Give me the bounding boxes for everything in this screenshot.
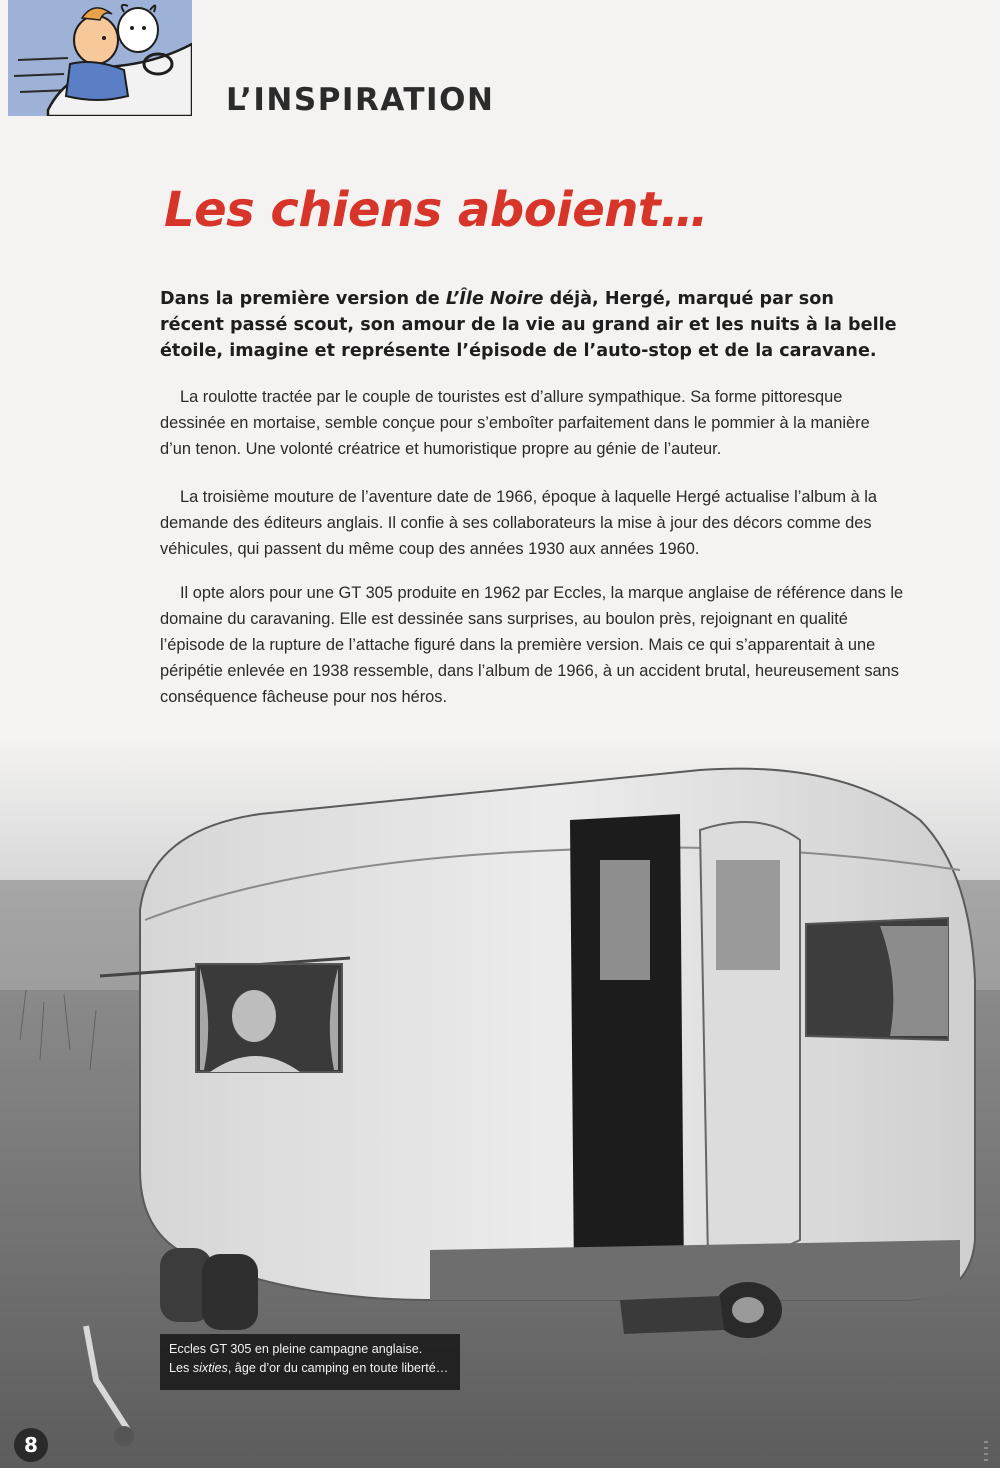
body-paragraph-text: Il opte alors pour une GT 305 produite en 1962 par Eccles, la marque anglaise de référence dans le domaine du caravaning. Elle est dessinée sans surprises, au boulon près, rejoignant en qualité l’épisode de la rupture de l’attache figuré dans la première version. Mais ce qui s’apparentait à une péripétie enlevée en 1938 ressemble, dans l’album de 1966, à un accident brutal, heureusement sans conséquence fâcheuse pour nos héros. bbox=[160, 584, 904, 706]
body-paragraph bbox=[160, 580, 904, 710]
caption-line-2 bbox=[169, 1359, 460, 1378]
album-title: L’Île Noire bbox=[445, 289, 544, 309]
lead-text-end: déjà, Hergé, marqué par son récent passé scout, son amour de la vie au grand air et les nuits à la belle étoile, imagine et représente l’épisode de l’auto-stop et de la caravane. bbox=[160, 289, 897, 361]
tintin-snowy-driving-icon bbox=[8, 0, 192, 116]
lead-paragraph bbox=[160, 286, 900, 364]
section-label: L’INSPIRATION bbox=[226, 82, 495, 118]
body-paragraph bbox=[160, 384, 904, 462]
body-paragraph-text: La roulotte tractée par le couple de touristes est d’allure sympathique. Sa forme pittoresque dessinée en mortaise, semble conçue pour s’emboîter parfaitement dans le pommier à la manière d’un tenon. Une volonté créatrice et humoristique propre au génie de l’auteur. bbox=[160, 388, 870, 458]
caravan-photo bbox=[0, 740, 1000, 1468]
side-mark-icon bbox=[982, 1440, 990, 1464]
body-paragraph-text: La troisième mouture de l’aventure date de 1966, époque à laquelle Hergé actualise l’album à la demande des éditeurs anglais. Il confie à ses collaborateurs la mise à jour des décors comme des véhicules, qui passent du même coup des années 1930 aux années 1960. bbox=[160, 488, 878, 558]
lead-text-start: Dans la première version de bbox=[160, 289, 446, 309]
body-paragraph bbox=[160, 484, 904, 562]
caption-italic-word: sixties bbox=[192, 1361, 228, 1375]
article-headline: Les chiens aboient… bbox=[164, 182, 708, 238]
caption-text-end: , âge d’or du camping en toute liberté… bbox=[227, 1361, 449, 1375]
page-number: 8 bbox=[14, 1428, 48, 1462]
photo-caption bbox=[160, 1334, 460, 1390]
caption-text-start: Les bbox=[169, 1361, 193, 1375]
caption-line-1: Eccles GT 305 en pleine campagne anglaise. bbox=[169, 1342, 423, 1356]
